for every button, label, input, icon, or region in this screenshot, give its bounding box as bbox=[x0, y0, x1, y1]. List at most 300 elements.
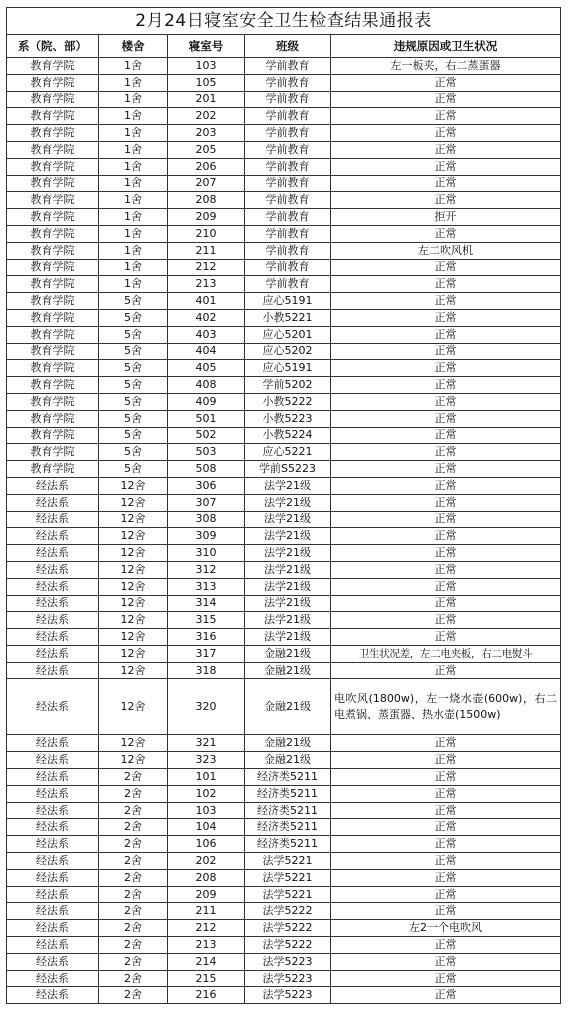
cell-room-number: 405 bbox=[168, 360, 245, 377]
cell-department: 经法系 bbox=[7, 869, 99, 886]
table-row bbox=[7, 343, 561, 360]
cell-department: 经法系 bbox=[7, 595, 99, 612]
cell-class: 法学5221 bbox=[245, 886, 331, 903]
cell-room-number: 216 bbox=[168, 987, 245, 1004]
header-department: 系（院、部） bbox=[7, 35, 99, 58]
cell-class: 经济类5211 bbox=[245, 802, 331, 819]
cell-department: 经法系 bbox=[7, 903, 99, 920]
cell-department: 经法系 bbox=[7, 785, 99, 802]
cell-room-number: 409 bbox=[168, 393, 245, 410]
cell-department: 经法系 bbox=[7, 561, 99, 578]
cell-room-number: 206 bbox=[168, 158, 245, 175]
cell-building: 12舍 bbox=[99, 561, 168, 578]
cell-building: 2舍 bbox=[99, 769, 168, 786]
inspection-table bbox=[6, 7, 561, 1004]
table-row bbox=[7, 920, 561, 937]
cell-building: 1舍 bbox=[99, 209, 168, 226]
cell-building: 2舍 bbox=[99, 886, 168, 903]
table-row bbox=[7, 259, 561, 276]
cell-status: 正常 bbox=[331, 141, 561, 158]
cell-status: 正常 bbox=[331, 293, 561, 310]
cell-department: 教育学院 bbox=[7, 343, 99, 360]
cell-status: 左二吹风机 bbox=[331, 242, 561, 259]
cell-class: 法学21级 bbox=[245, 595, 331, 612]
cell-department: 经法系 bbox=[7, 629, 99, 646]
cell-class: 法学21级 bbox=[245, 528, 331, 545]
cell-status: 正常 bbox=[331, 108, 561, 125]
table-row bbox=[7, 444, 561, 461]
cell-building: 12舍 bbox=[99, 578, 168, 595]
cell-class: 学前教育 bbox=[245, 141, 331, 158]
cell-building: 2舍 bbox=[99, 970, 168, 987]
cell-status: 正常 bbox=[331, 819, 561, 836]
table-row bbox=[7, 528, 561, 545]
table-row bbox=[7, 735, 561, 752]
table-row bbox=[7, 393, 561, 410]
cell-building: 2舍 bbox=[99, 937, 168, 954]
cell-class: 法学5222 bbox=[245, 937, 331, 954]
header-row bbox=[7, 35, 561, 58]
cell-building: 2舍 bbox=[99, 869, 168, 886]
cell-class: 法学21级 bbox=[245, 629, 331, 646]
cell-status: 正常 bbox=[331, 377, 561, 394]
cell-room-number: 102 bbox=[168, 785, 245, 802]
cell-department: 经法系 bbox=[7, 886, 99, 903]
cell-class: 法学21级 bbox=[245, 561, 331, 578]
cell-room-number: 209 bbox=[168, 209, 245, 226]
cell-room-number: 323 bbox=[168, 752, 245, 769]
cell-room-number: 316 bbox=[168, 629, 245, 646]
table-row bbox=[7, 785, 561, 802]
cell-department: 教育学院 bbox=[7, 192, 99, 209]
table-row bbox=[7, 225, 561, 242]
cell-department: 经法系 bbox=[7, 802, 99, 819]
cell-room-number: 202 bbox=[168, 853, 245, 870]
cell-building: 1舍 bbox=[99, 58, 168, 75]
cell-status: 正常 bbox=[331, 937, 561, 954]
cell-class: 学前教育 bbox=[245, 74, 331, 91]
cell-building: 5舍 bbox=[99, 360, 168, 377]
cell-status: 正常 bbox=[331, 595, 561, 612]
cell-status: 正常 bbox=[331, 259, 561, 276]
cell-class: 学前教育 bbox=[245, 58, 331, 75]
cell-status: 正常 bbox=[331, 393, 561, 410]
cell-department: 教育学院 bbox=[7, 293, 99, 310]
cell-class: 小教5221 bbox=[245, 309, 331, 326]
cell-room-number: 314 bbox=[168, 595, 245, 612]
cell-building: 2舍 bbox=[99, 920, 168, 937]
cell-department: 经法系 bbox=[7, 578, 99, 595]
cell-status: 正常 bbox=[331, 444, 561, 461]
table-row bbox=[7, 629, 561, 646]
cell-building: 12舍 bbox=[99, 528, 168, 545]
cell-status: 正常 bbox=[331, 853, 561, 870]
cell-room-number: 502 bbox=[168, 427, 245, 444]
cell-class: 经济类5211 bbox=[245, 785, 331, 802]
cell-class: 学前5202 bbox=[245, 377, 331, 394]
cell-department: 经法系 bbox=[7, 987, 99, 1004]
cell-status: 正常 bbox=[331, 578, 561, 595]
table-row bbox=[7, 662, 561, 679]
cell-status: 正常 bbox=[331, 752, 561, 769]
table-row bbox=[7, 494, 561, 511]
cell-department: 教育学院 bbox=[7, 91, 99, 108]
cell-room-number: 312 bbox=[168, 561, 245, 578]
cell-building: 5舍 bbox=[99, 444, 168, 461]
cell-building: 12舍 bbox=[99, 735, 168, 752]
table-row bbox=[7, 953, 561, 970]
cell-room-number: 309 bbox=[168, 528, 245, 545]
cell-status: 正常 bbox=[331, 192, 561, 209]
table-row bbox=[7, 970, 561, 987]
cell-class: 法学5222 bbox=[245, 903, 331, 920]
cell-room-number: 508 bbox=[168, 461, 245, 478]
cell-department: 经法系 bbox=[7, 920, 99, 937]
cell-building: 1舍 bbox=[99, 74, 168, 91]
cell-building: 2舍 bbox=[99, 802, 168, 819]
cell-department: 经法系 bbox=[7, 477, 99, 494]
cell-room-number: 211 bbox=[168, 903, 245, 920]
cell-class: 法学21级 bbox=[245, 494, 331, 511]
cell-room-number: 213 bbox=[168, 937, 245, 954]
cell-building: 5舍 bbox=[99, 309, 168, 326]
cell-class: 学前教育 bbox=[245, 209, 331, 226]
cell-building: 2舍 bbox=[99, 819, 168, 836]
cell-department: 经法系 bbox=[7, 662, 99, 679]
cell-room-number: 317 bbox=[168, 645, 245, 662]
table-row bbox=[7, 410, 561, 427]
table-row bbox=[7, 326, 561, 343]
header-room-number: 寝室号 bbox=[168, 35, 245, 58]
cell-class: 金融21级 bbox=[245, 679, 331, 735]
cell-status: 正常 bbox=[331, 528, 561, 545]
table-row bbox=[7, 561, 561, 578]
cell-room-number: 503 bbox=[168, 444, 245, 461]
cell-status: 正常 bbox=[331, 886, 561, 903]
cell-building: 5舍 bbox=[99, 410, 168, 427]
cell-class: 法学21级 bbox=[245, 511, 331, 528]
inspection-report-sheet bbox=[6, 7, 560, 1004]
cell-status: 正常 bbox=[331, 769, 561, 786]
cell-status: 正常 bbox=[331, 343, 561, 360]
cell-department: 教育学院 bbox=[7, 108, 99, 125]
cell-department: 教育学院 bbox=[7, 125, 99, 142]
cell-department: 教育学院 bbox=[7, 242, 99, 259]
cell-department: 教育学院 bbox=[7, 276, 99, 293]
table-row bbox=[7, 511, 561, 528]
cell-class: 学前教育 bbox=[245, 108, 331, 125]
table-row bbox=[7, 903, 561, 920]
cell-class: 经济类5211 bbox=[245, 769, 331, 786]
cell-room-number: 105 bbox=[168, 74, 245, 91]
table-row bbox=[7, 836, 561, 853]
cell-department: 教育学院 bbox=[7, 259, 99, 276]
cell-class: 学前教育 bbox=[245, 259, 331, 276]
cell-class: 经济类5211 bbox=[245, 819, 331, 836]
cell-status: 正常 bbox=[331, 276, 561, 293]
table-row bbox=[7, 679, 561, 735]
cell-building: 5舍 bbox=[99, 393, 168, 410]
cell-class: 经济类5211 bbox=[245, 836, 331, 853]
cell-building: 12舍 bbox=[99, 612, 168, 629]
cell-status: 正常 bbox=[331, 953, 561, 970]
cell-class: 应心5201 bbox=[245, 326, 331, 343]
cell-department: 教育学院 bbox=[7, 326, 99, 343]
cell-class: 法学5221 bbox=[245, 853, 331, 870]
cell-room-number: 209 bbox=[168, 886, 245, 903]
cell-room-number: 310 bbox=[168, 545, 245, 562]
table-row bbox=[7, 595, 561, 612]
cell-building: 5舍 bbox=[99, 377, 168, 394]
cell-class: 小教5223 bbox=[245, 410, 331, 427]
cell-status: 正常 bbox=[331, 175, 561, 192]
table-row bbox=[7, 612, 561, 629]
cell-class: 金融21级 bbox=[245, 735, 331, 752]
table-row bbox=[7, 276, 561, 293]
cell-building: 5舍 bbox=[99, 343, 168, 360]
cell-status: 正常 bbox=[331, 511, 561, 528]
cell-status: 正常 bbox=[331, 91, 561, 108]
header-class: 班级 bbox=[245, 35, 331, 58]
cell-department: 教育学院 bbox=[7, 209, 99, 226]
cell-class: 学前教育 bbox=[245, 276, 331, 293]
cell-building: 12舍 bbox=[99, 494, 168, 511]
table-row bbox=[7, 125, 561, 142]
cell-class: 应心5191 bbox=[245, 360, 331, 377]
cell-room-number: 208 bbox=[168, 869, 245, 886]
cell-building: 2舍 bbox=[99, 953, 168, 970]
table-row bbox=[7, 58, 561, 75]
cell-room-number: 402 bbox=[168, 309, 245, 326]
cell-building: 2舍 bbox=[99, 836, 168, 853]
cell-class: 法学5223 bbox=[245, 970, 331, 987]
cell-department: 教育学院 bbox=[7, 158, 99, 175]
cell-department: 经法系 bbox=[7, 937, 99, 954]
cell-class: 学前教育 bbox=[245, 192, 331, 209]
cell-status: 正常 bbox=[331, 612, 561, 629]
report-title: 2月24日寝室安全卫生检查结果通报表 bbox=[7, 8, 561, 35]
cell-status: 拒开 bbox=[331, 209, 561, 226]
cell-room-number: 201 bbox=[168, 91, 245, 108]
cell-building: 12舍 bbox=[99, 645, 168, 662]
cell-class: 法学21级 bbox=[245, 545, 331, 562]
table-row bbox=[7, 175, 561, 192]
cell-room-number: 202 bbox=[168, 108, 245, 125]
cell-status: 正常 bbox=[331, 125, 561, 142]
cell-status: 正常 bbox=[331, 494, 561, 511]
cell-room-number: 103 bbox=[168, 58, 245, 75]
table-row bbox=[7, 377, 561, 394]
table-row bbox=[7, 769, 561, 786]
cell-class: 小教5222 bbox=[245, 393, 331, 410]
cell-room-number: 403 bbox=[168, 326, 245, 343]
header-building: 楼舍 bbox=[99, 35, 168, 58]
cell-building: 12舍 bbox=[99, 662, 168, 679]
cell-building: 12舍 bbox=[99, 477, 168, 494]
cell-department: 经法系 bbox=[7, 970, 99, 987]
table-row bbox=[7, 819, 561, 836]
cell-building: 5舍 bbox=[99, 326, 168, 343]
cell-status: 左2一个电吹风 bbox=[331, 920, 561, 937]
cell-status: 正常 bbox=[331, 427, 561, 444]
cell-class: 法学5223 bbox=[245, 953, 331, 970]
cell-department: 教育学院 bbox=[7, 461, 99, 478]
table-row bbox=[7, 309, 561, 326]
cell-class: 法学21级 bbox=[245, 477, 331, 494]
cell-room-number: 315 bbox=[168, 612, 245, 629]
table-row bbox=[7, 937, 561, 954]
cell-department: 经法系 bbox=[7, 645, 99, 662]
cell-building: 1舍 bbox=[99, 125, 168, 142]
cell-class: 学前教育 bbox=[245, 91, 331, 108]
cell-status: 正常 bbox=[331, 326, 561, 343]
table-row bbox=[7, 74, 561, 91]
cell-room-number: 101 bbox=[168, 769, 245, 786]
cell-room-number: 203 bbox=[168, 125, 245, 142]
cell-department: 教育学院 bbox=[7, 175, 99, 192]
cell-class: 金融21级 bbox=[245, 645, 331, 662]
cell-room-number: 214 bbox=[168, 953, 245, 970]
cell-building: 12舍 bbox=[99, 752, 168, 769]
cell-class: 应心5221 bbox=[245, 444, 331, 461]
cell-department: 教育学院 bbox=[7, 360, 99, 377]
cell-building: 2舍 bbox=[99, 853, 168, 870]
cell-department: 经法系 bbox=[7, 545, 99, 562]
cell-status: 正常 bbox=[331, 970, 561, 987]
cell-class: 学前S5223 bbox=[245, 461, 331, 478]
cell-room-number: 208 bbox=[168, 192, 245, 209]
cell-status: 正常 bbox=[331, 360, 561, 377]
table-row bbox=[7, 853, 561, 870]
cell-department: 经法系 bbox=[7, 494, 99, 511]
cell-status: 电吹风(1800w)，左一烧水壶(600w)，右二电煮锅、蒸蛋器、热水壶(1500w) bbox=[331, 679, 561, 735]
cell-department: 教育学院 bbox=[7, 74, 99, 91]
table-row bbox=[7, 886, 561, 903]
cell-building: 1舍 bbox=[99, 141, 168, 158]
cell-room-number: 501 bbox=[168, 410, 245, 427]
cell-building: 1舍 bbox=[99, 225, 168, 242]
cell-department: 经法系 bbox=[7, 735, 99, 752]
table-row bbox=[7, 242, 561, 259]
cell-building: 12舍 bbox=[99, 545, 168, 562]
cell-building: 1舍 bbox=[99, 276, 168, 293]
cell-status: 正常 bbox=[331, 410, 561, 427]
cell-status: 正常 bbox=[331, 802, 561, 819]
cell-department: 经法系 bbox=[7, 819, 99, 836]
cell-room-number: 318 bbox=[168, 662, 245, 679]
table-row bbox=[7, 802, 561, 819]
table-row bbox=[7, 987, 561, 1004]
cell-status: 正常 bbox=[331, 836, 561, 853]
cell-status: 正常 bbox=[331, 225, 561, 242]
cell-status: 正常 bbox=[331, 629, 561, 646]
table-row bbox=[7, 752, 561, 769]
cell-building: 1舍 bbox=[99, 192, 168, 209]
cell-building: 2舍 bbox=[99, 903, 168, 920]
cell-building: 1舍 bbox=[99, 158, 168, 175]
cell-room-number: 308 bbox=[168, 511, 245, 528]
cell-department: 经法系 bbox=[7, 612, 99, 629]
cell-room-number: 212 bbox=[168, 259, 245, 276]
cell-status: 卫生状况差，左二电夹板，右二电熨斗 bbox=[331, 645, 561, 662]
table-row bbox=[7, 192, 561, 209]
cell-status: 左一板夹，右二蒸蛋器 bbox=[331, 58, 561, 75]
cell-room-number: 321 bbox=[168, 735, 245, 752]
cell-room-number: 103 bbox=[168, 802, 245, 819]
cell-building: 1舍 bbox=[99, 259, 168, 276]
cell-department: 教育学院 bbox=[7, 393, 99, 410]
cell-class: 小教5224 bbox=[245, 427, 331, 444]
cell-class: 学前教育 bbox=[245, 158, 331, 175]
cell-building: 12舍 bbox=[99, 511, 168, 528]
table-row bbox=[7, 108, 561, 125]
cell-building: 12舍 bbox=[99, 595, 168, 612]
table-body bbox=[7, 58, 561, 1004]
table-row bbox=[7, 91, 561, 108]
header-status: 违规原因或卫生状况 bbox=[331, 35, 561, 58]
cell-class: 学前教育 bbox=[245, 225, 331, 242]
title-row bbox=[7, 8, 561, 35]
cell-room-number: 404 bbox=[168, 343, 245, 360]
cell-status: 正常 bbox=[331, 74, 561, 91]
table-row bbox=[7, 869, 561, 886]
table-row bbox=[7, 427, 561, 444]
cell-department: 教育学院 bbox=[7, 141, 99, 158]
cell-status: 正常 bbox=[331, 561, 561, 578]
cell-status: 正常 bbox=[331, 158, 561, 175]
cell-room-number: 106 bbox=[168, 836, 245, 853]
table-row bbox=[7, 158, 561, 175]
cell-department: 教育学院 bbox=[7, 58, 99, 75]
table-row bbox=[7, 461, 561, 478]
cell-department: 教育学院 bbox=[7, 444, 99, 461]
table-row bbox=[7, 477, 561, 494]
cell-department: 经法系 bbox=[7, 511, 99, 528]
cell-room-number: 104 bbox=[168, 819, 245, 836]
cell-room-number: 408 bbox=[168, 377, 245, 394]
cell-class: 应心5191 bbox=[245, 293, 331, 310]
table-row bbox=[7, 141, 561, 158]
table-row bbox=[7, 360, 561, 377]
table-row bbox=[7, 545, 561, 562]
cell-class: 法学5222 bbox=[245, 920, 331, 937]
cell-status: 正常 bbox=[331, 869, 561, 886]
cell-building: 12舍 bbox=[99, 629, 168, 646]
cell-status: 正常 bbox=[331, 735, 561, 752]
cell-room-number: 211 bbox=[168, 242, 245, 259]
cell-room-number: 320 bbox=[168, 679, 245, 735]
cell-class: 法学5223 bbox=[245, 987, 331, 1004]
cell-department: 经法系 bbox=[7, 752, 99, 769]
cell-department: 教育学院 bbox=[7, 410, 99, 427]
cell-class: 学前教育 bbox=[245, 125, 331, 142]
cell-class: 应心5202 bbox=[245, 343, 331, 360]
cell-class: 法学5221 bbox=[245, 869, 331, 886]
cell-building: 5舍 bbox=[99, 427, 168, 444]
cell-room-number: 401 bbox=[168, 293, 245, 310]
cell-building: 5舍 bbox=[99, 461, 168, 478]
cell-building: 2舍 bbox=[99, 785, 168, 802]
cell-status: 正常 bbox=[331, 903, 561, 920]
cell-room-number: 307 bbox=[168, 494, 245, 511]
cell-department: 经法系 bbox=[7, 836, 99, 853]
cell-building: 5舍 bbox=[99, 293, 168, 310]
cell-status: 正常 bbox=[331, 785, 561, 802]
table-row bbox=[7, 578, 561, 595]
cell-department: 教育学院 bbox=[7, 377, 99, 394]
cell-status: 正常 bbox=[331, 309, 561, 326]
cell-department: 教育学院 bbox=[7, 427, 99, 444]
